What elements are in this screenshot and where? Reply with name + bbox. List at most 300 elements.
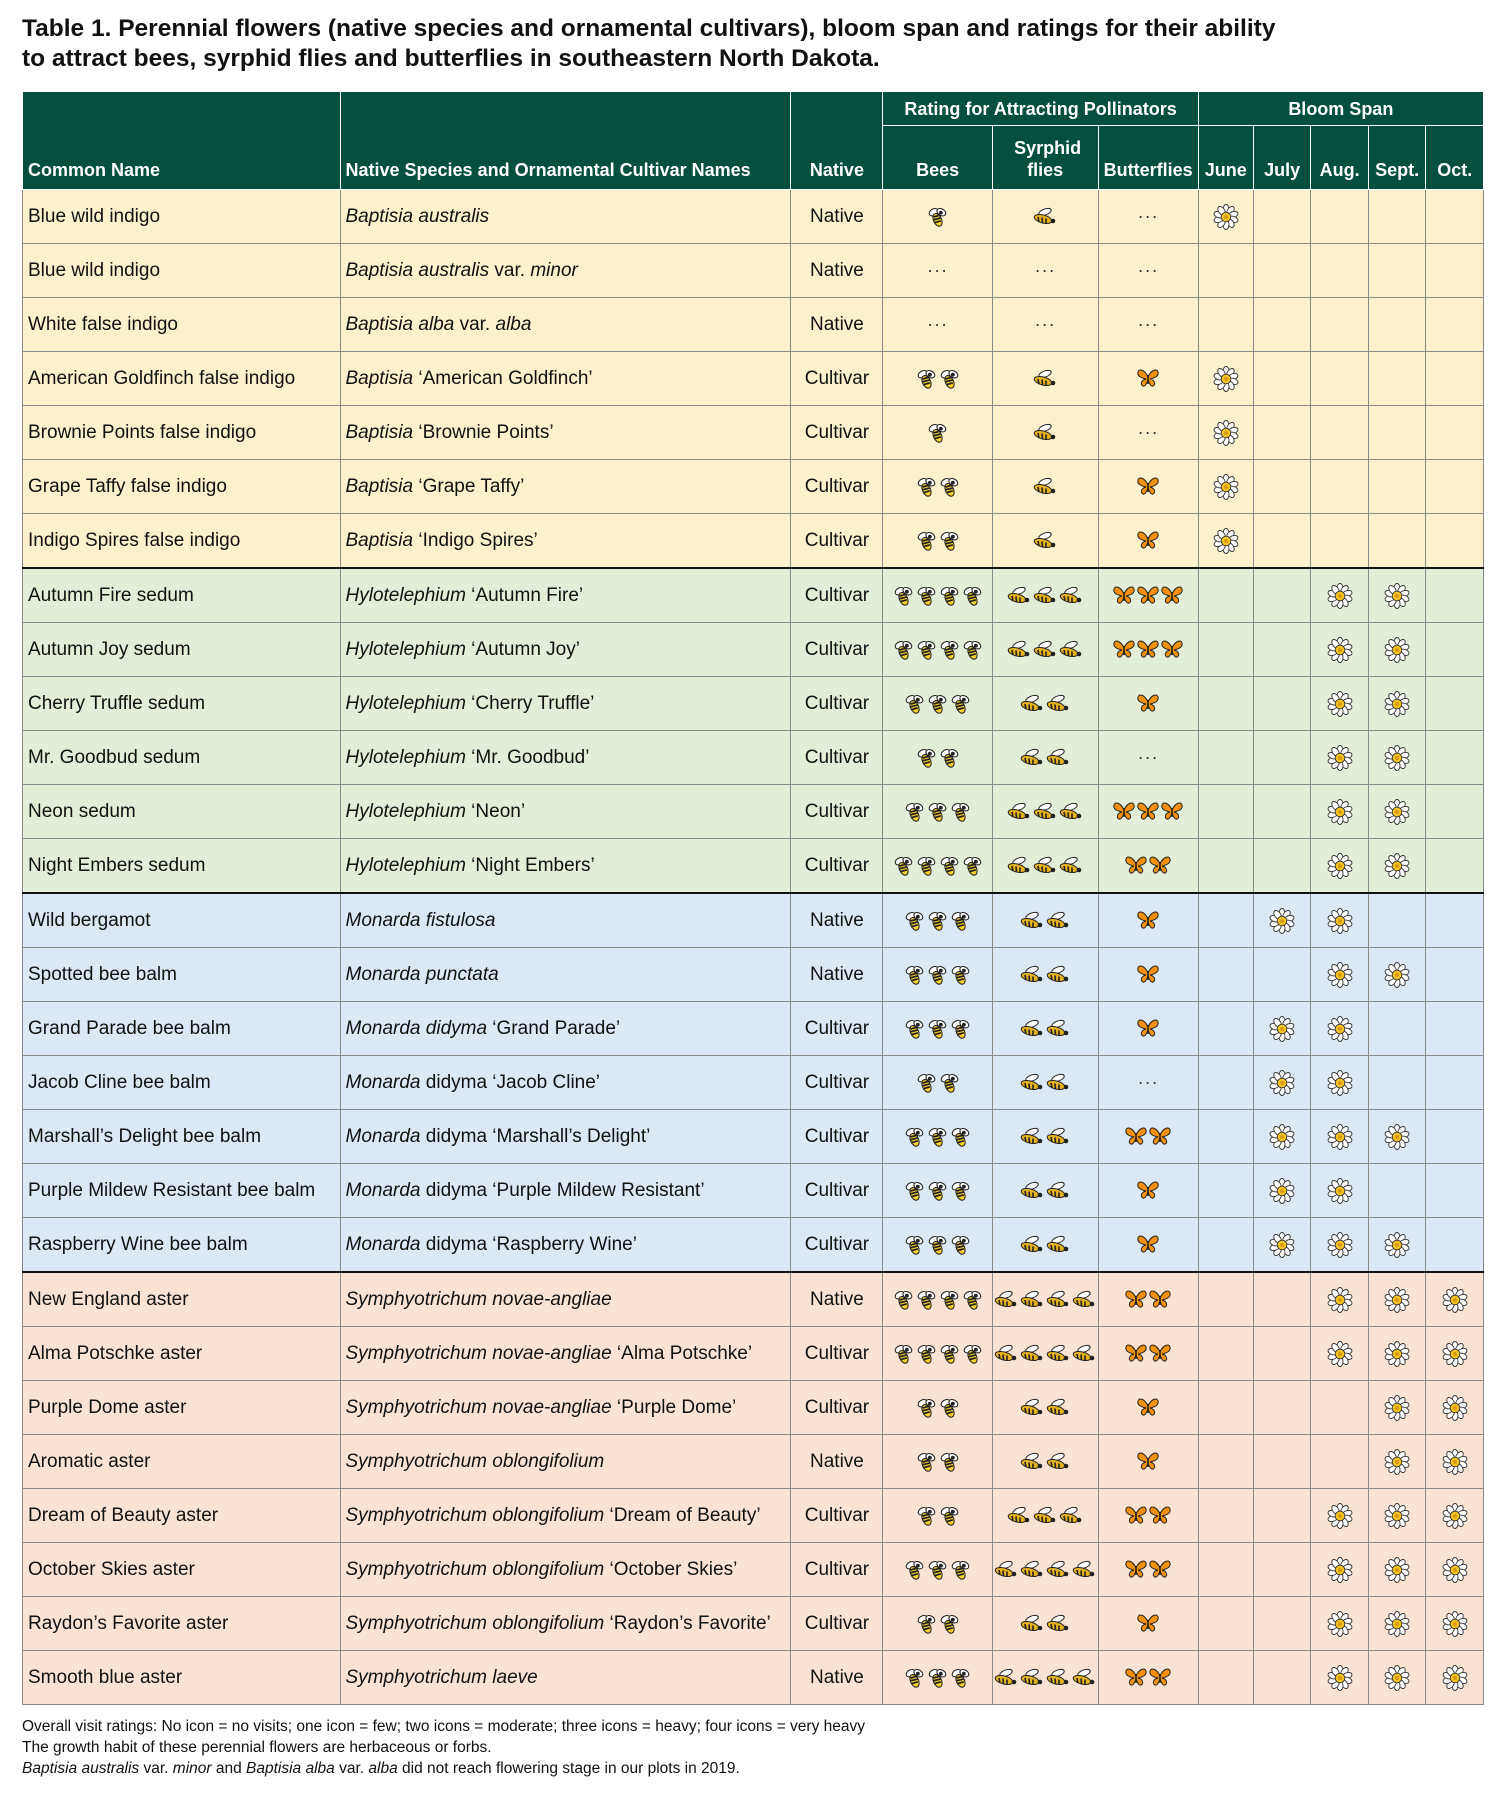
- bloom-july-cell: [1253, 785, 1311, 839]
- bee-icon: [938, 1450, 961, 1474]
- flower-icon: [1213, 204, 1239, 230]
- butterfly-icon: [1136, 964, 1160, 984]
- flower-icon: [1269, 1178, 1295, 1204]
- syrphid-fly-icon: [1019, 1072, 1045, 1092]
- bloom-oct-cell: [1426, 352, 1484, 406]
- bloom-june-cell: [1198, 1218, 1253, 1273]
- flower-icon: [1327, 1124, 1353, 1150]
- bloom-oct-cell: [1426, 1056, 1484, 1110]
- flower-icon: [1442, 1395, 1468, 1421]
- species-epithet: australis: [413, 259, 490, 281]
- butterflies-rating-cell: [1098, 1002, 1198, 1056]
- native-status-cell: Native: [791, 1651, 883, 1705]
- bee-icon: [926, 909, 949, 933]
- syrphid-flies-rating-cell: [992, 1164, 1098, 1218]
- bee-icon: [903, 692, 926, 716]
- header-bees: Bees: [883, 126, 992, 190]
- bloom-july-cell: [1253, 244, 1311, 298]
- butterflies-rating-cell: [1098, 948, 1198, 1002]
- header-month-sept: Sept.: [1368, 126, 1426, 190]
- syrphid-fly-icon: [1019, 1613, 1045, 1633]
- bees-rating-cell: [883, 1110, 992, 1164]
- butterfly-icon: [1148, 1505, 1172, 1525]
- bloom-aug-cell: [1311, 1381, 1369, 1435]
- common-name-cell: Raspberry Wine bee balm: [23, 1218, 341, 1273]
- table-row: [23, 568, 1484, 623]
- bee-icon: [915, 1612, 938, 1636]
- species-epithet: novae-angliae: [487, 1342, 612, 1364]
- bloom-sept-cell: [1368, 1435, 1426, 1489]
- cultivar-name: ‘Autumn Fire’: [465, 584, 584, 606]
- syrphid-fly-icon: [1045, 1234, 1071, 1254]
- table-row: [23, 1381, 1484, 1435]
- bloom-june-cell: [1198, 1543, 1253, 1597]
- bloom-july-cell: [1253, 839, 1311, 894]
- flower-icon: [1327, 1611, 1353, 1637]
- bloom-july-cell: [1253, 298, 1311, 352]
- header-butterflies: Butterflies: [1098, 126, 1198, 190]
- bees-rating-cell: [883, 190, 992, 244]
- syrphid-fly-icon: [1058, 585, 1084, 605]
- flower-icon: [1384, 1665, 1410, 1691]
- bee-icon: [915, 1071, 938, 1095]
- syrphid-flies-rating-cell: [992, 460, 1098, 514]
- bloom-oct-cell: [1426, 460, 1484, 514]
- flower-icon: [1213, 528, 1239, 554]
- butterflies-rating-cell: [1098, 244, 1198, 298]
- native-status-cell: Cultivar: [791, 785, 883, 839]
- bees-rating-cell: [883, 568, 992, 623]
- species-epithet: novae-angliae: [487, 1396, 612, 1418]
- note-text: and: [211, 1760, 247, 1777]
- native-status-cell: Native: [791, 948, 883, 1002]
- syrphid-fly-icon: [1032, 476, 1058, 496]
- butterflies-rating-cell: [1098, 677, 1198, 731]
- syrphid-fly-icon: [993, 1667, 1019, 1687]
- bloom-sept-cell: [1368, 1489, 1426, 1543]
- genus-name: Monarda: [345, 1233, 421, 1255]
- bee-icon: [903, 909, 926, 933]
- bee-icon: [915, 1342, 938, 1366]
- syrphid-fly-icon: [1058, 855, 1084, 875]
- flower-icon: [1269, 1124, 1295, 1150]
- species-epithet: punctata: [420, 963, 499, 985]
- species-epithet: novae-angliae: [487, 1288, 612, 1310]
- no-visits-marker: ···: [1137, 1071, 1159, 1092]
- bee-icon: [892, 1288, 915, 1312]
- bees-rating-cell: [883, 1435, 992, 1489]
- butterfly-icon: [1136, 476, 1160, 496]
- genus-name: Baptisia: [345, 529, 414, 551]
- note-ratings: Overall visit ratings: No icon = no visits; one icon = few; two icons = moderate; three icons = heavy; four icons = very heavy: [22, 1718, 866, 1735]
- bloom-aug-cell: [1311, 731, 1369, 785]
- bloom-oct-cell: [1426, 244, 1484, 298]
- native-status-cell: Cultivar: [791, 1489, 883, 1543]
- bloom-july-cell: [1253, 1218, 1311, 1273]
- syrphid-fly-icon: [993, 1343, 1019, 1363]
- butterflies-rating-cell: [1098, 1056, 1198, 1110]
- bloom-sept-cell: [1368, 514, 1426, 569]
- table-row: [23, 1489, 1484, 1543]
- butterfly-icon: [1136, 801, 1160, 821]
- butterfly-icon: [1148, 1126, 1172, 1146]
- bloom-june-cell: [1198, 244, 1253, 298]
- genus-name: Hylotelephium: [345, 800, 466, 822]
- flower-icon: [1213, 420, 1239, 446]
- syrphid-fly-icon: [1045, 1667, 1071, 1687]
- bloom-oct-cell: [1426, 514, 1484, 569]
- butterflies-rating-cell: [1098, 1218, 1198, 1273]
- genus-name: Monarda: [345, 1017, 421, 1039]
- cultivar-name: var.: [454, 313, 496, 335]
- scientific-name-cell: [340, 190, 791, 244]
- bee-icon: [938, 1396, 961, 1420]
- bloom-june-cell: [1198, 1381, 1253, 1435]
- syrphid-fly-icon: [1045, 1343, 1071, 1363]
- native-status-cell: Cultivar: [791, 1110, 883, 1164]
- syrphid-fly-icon: [1032, 530, 1058, 550]
- bloom-aug-cell: [1311, 839, 1369, 894]
- bloom-aug-cell: [1311, 406, 1369, 460]
- scientific-name-cell: [340, 1002, 791, 1056]
- syrphid-fly-icon: [1071, 1667, 1097, 1687]
- flower-icon: [1384, 583, 1410, 609]
- bloom-july-cell: [1253, 1381, 1311, 1435]
- bee-icon: [926, 1666, 949, 1690]
- bloom-aug-cell: [1311, 1056, 1369, 1110]
- bloom-aug-cell: [1311, 460, 1369, 514]
- syrphid-fly-icon: [1019, 1018, 1045, 1038]
- flower-icon: [1213, 474, 1239, 500]
- table-row: [23, 893, 1484, 948]
- bees-rating-cell: [883, 1002, 992, 1056]
- common-name-cell: Dream of Beauty aster: [23, 1489, 341, 1543]
- scientific-name-cell: [340, 893, 791, 948]
- native-status-cell: Cultivar: [791, 1056, 883, 1110]
- butterfly-icon: [1136, 1234, 1160, 1254]
- table-row: [23, 1597, 1484, 1651]
- syrphid-fly-icon: [1019, 1126, 1045, 1146]
- native-status-cell: Native: [791, 244, 883, 298]
- flower-icon: [1384, 637, 1410, 663]
- scientific-name-cell: [340, 731, 791, 785]
- table-row: [23, 948, 1484, 1002]
- bloom-july-cell: [1253, 731, 1311, 785]
- scientific-name-cell: [340, 1164, 791, 1218]
- bloom-aug-cell: [1311, 1327, 1369, 1381]
- cultivar-name: ‘Autumn Joy’: [465, 638, 580, 660]
- genus-name: Monarda: [345, 1179, 421, 1201]
- common-name-cell: Blue wild indigo: [23, 190, 341, 244]
- bees-rating-cell: [883, 623, 992, 677]
- bloom-sept-cell: [1368, 785, 1426, 839]
- note-text: var.: [334, 1760, 369, 1777]
- syrphid-fly-icon: [1019, 747, 1045, 767]
- scientific-name-cell: [340, 1651, 791, 1705]
- bloom-july-cell: [1253, 1543, 1311, 1597]
- bee-icon: [949, 1666, 972, 1690]
- bee-icon: [938, 854, 961, 878]
- bee-icon: [915, 367, 938, 391]
- genus-name: Symphyotrichum: [345, 1396, 487, 1418]
- cultivar-name: didyma ‘Marshall’s Delight’: [420, 1125, 651, 1147]
- bee-icon: [926, 1179, 949, 1203]
- native-status-cell: Cultivar: [791, 623, 883, 677]
- bloom-sept-cell: [1368, 623, 1426, 677]
- genus-name: Hylotelephium: [345, 746, 466, 768]
- no-visits-marker: ···: [1137, 259, 1159, 280]
- syrphid-flies-rating-cell: [992, 1056, 1098, 1110]
- table-row: [23, 1164, 1484, 1218]
- bloom-july-cell: [1253, 1651, 1311, 1705]
- genus-name: Symphyotrichum: [345, 1666, 487, 1688]
- bloom-aug-cell: [1311, 1651, 1369, 1705]
- species-epithet: alba: [413, 313, 455, 335]
- bloom-july-cell: [1253, 190, 1311, 244]
- bloom-july-cell: [1253, 623, 1311, 677]
- cultivar-name: ‘Grand Parade’: [487, 1017, 621, 1039]
- scientific-name-cell: [340, 839, 791, 894]
- bloom-july-cell: [1253, 352, 1311, 406]
- butterflies-rating-cell: [1098, 514, 1198, 569]
- bee-icon: [915, 1396, 938, 1420]
- flower-icon: [1442, 1341, 1468, 1367]
- bloom-june-cell: [1198, 785, 1253, 839]
- bee-icon: [961, 1288, 984, 1312]
- bees-rating-cell: [883, 1272, 992, 1327]
- native-status-cell: Cultivar: [791, 1164, 883, 1218]
- bloom-july-cell: [1253, 1489, 1311, 1543]
- syrphid-fly-icon: [1058, 639, 1084, 659]
- native-status-cell: Native: [791, 190, 883, 244]
- flower-icon: [1384, 1611, 1410, 1637]
- butterflies-rating-cell: [1098, 623, 1198, 677]
- flower-icon: [1327, 1016, 1353, 1042]
- no-visits-marker: ···: [927, 313, 949, 334]
- genus-name: Baptisia: [345, 367, 414, 389]
- bloom-oct-cell: [1426, 1218, 1484, 1273]
- syrphid-fly-icon: [1058, 801, 1084, 821]
- butterfly-icon: [1148, 1559, 1172, 1579]
- bloom-june-cell: [1198, 839, 1253, 894]
- bloom-sept-cell: [1368, 1651, 1426, 1705]
- syrphid-fly-icon: [1045, 1451, 1071, 1471]
- syrphid-fly-icon: [1045, 1018, 1071, 1038]
- flower-icon: [1384, 853, 1410, 879]
- note-growth-habit: The growth habit of these perennial flowers are herbaceous or forbs.: [22, 1739, 492, 1756]
- table-row: [23, 1002, 1484, 1056]
- butterfly-icon: [1136, 1180, 1160, 1200]
- butterflies-rating-cell: [1098, 893, 1198, 948]
- bloom-aug-cell: [1311, 352, 1369, 406]
- scientific-name-cell: [340, 948, 791, 1002]
- common-name-cell: Autumn Fire sedum: [23, 568, 341, 623]
- butterfly-icon: [1136, 1613, 1160, 1633]
- butterfly-icon: [1112, 801, 1136, 821]
- native-status-cell: Native: [791, 1435, 883, 1489]
- header-month-oct: Oct.: [1426, 126, 1484, 190]
- bee-icon: [961, 638, 984, 662]
- bloom-june-cell: [1198, 677, 1253, 731]
- butterfly-icon: [1160, 639, 1184, 659]
- bee-icon: [938, 1342, 961, 1366]
- bloom-oct-cell: [1426, 1435, 1484, 1489]
- syrphid-fly-icon: [1045, 1559, 1071, 1579]
- note-text: minor: [172, 1760, 212, 1777]
- bloom-sept-cell: [1368, 677, 1426, 731]
- cultivar-name: ‘Brownie Points’: [413, 421, 554, 443]
- syrphid-fly-icon: [1019, 964, 1045, 984]
- genus-name: Hylotelephium: [345, 854, 466, 876]
- bloom-july-cell: [1253, 893, 1311, 948]
- bloom-aug-cell: [1311, 1543, 1369, 1597]
- genus-name: Hylotelephium: [345, 584, 466, 606]
- flower-icon: [1384, 1557, 1410, 1583]
- bloom-oct-cell: [1426, 839, 1484, 894]
- genus-name: Symphyotrichum: [345, 1342, 487, 1364]
- bees-rating-cell: [883, 406, 992, 460]
- syrphid-flies-rating-cell: [992, 839, 1098, 894]
- syrphid-fly-icon: [993, 1289, 1019, 1309]
- flower-icon: [1442, 1449, 1468, 1475]
- bloom-june-cell: [1198, 1597, 1253, 1651]
- syrphid-flies-rating-cell: [992, 1327, 1098, 1381]
- bees-rating-cell: [883, 1327, 992, 1381]
- no-visits-marker: ···: [1137, 421, 1159, 442]
- native-status-cell: Cultivar: [791, 460, 883, 514]
- butterflies-rating-cell: [1098, 298, 1198, 352]
- syrphid-fly-icon: [1045, 693, 1071, 713]
- scientific-name-cell: [340, 1056, 791, 1110]
- bloom-oct-cell: [1426, 623, 1484, 677]
- no-visits-marker: ···: [1137, 205, 1159, 226]
- flower-icon: [1442, 1287, 1468, 1313]
- flower-icon: [1327, 853, 1353, 879]
- species-epithet: oblongifolium: [487, 1612, 605, 1634]
- bloom-aug-cell: [1311, 190, 1369, 244]
- bees-rating-cell: [883, 1381, 992, 1435]
- bloom-oct-cell: [1426, 190, 1484, 244]
- bee-icon: [949, 1179, 972, 1203]
- bee-icon: [949, 1017, 972, 1041]
- syrphid-flies-rating-cell: [992, 1272, 1098, 1327]
- butterflies-rating-cell: [1098, 1164, 1198, 1218]
- bee-icon: [949, 909, 972, 933]
- scientific-name-cell: [340, 1327, 791, 1381]
- bee-icon: [938, 746, 961, 770]
- cultivar-name: didyma ‘Purple Mildew Resistant’: [420, 1179, 705, 1201]
- native-status-cell: Native: [791, 298, 883, 352]
- bloom-july-cell: [1253, 1435, 1311, 1489]
- butterfly-icon: [1124, 1559, 1148, 1579]
- scientific-name-cell: [340, 298, 791, 352]
- genus-name: Symphyotrichum: [345, 1612, 487, 1634]
- native-status-cell: Cultivar: [791, 1597, 883, 1651]
- table-title: [22, 14, 1482, 74]
- native-status-cell: Cultivar: [791, 1543, 883, 1597]
- genus-name: Hylotelephium: [345, 638, 466, 660]
- cultivar-name: ‘Grape Taffy’: [413, 475, 525, 497]
- common-name-cell: Jacob Cline bee balm: [23, 1056, 341, 1110]
- bloom-sept-cell: [1368, 1218, 1426, 1273]
- flower-icon: [1327, 1557, 1353, 1583]
- bloom-sept-cell: [1368, 406, 1426, 460]
- bloom-aug-cell: [1311, 244, 1369, 298]
- syrphid-fly-icon: [1071, 1289, 1097, 1309]
- syrphid-fly-icon: [1045, 747, 1071, 767]
- syrphid-fly-icon: [1006, 585, 1032, 605]
- flower-icon: [1327, 1665, 1353, 1691]
- butterfly-icon: [1136, 639, 1160, 659]
- header-month-july: July: [1253, 126, 1311, 190]
- butterfly-icon: [1124, 1289, 1148, 1309]
- bee-icon: [949, 1125, 972, 1149]
- bloom-oct-cell: [1426, 677, 1484, 731]
- header-month-june: June: [1198, 126, 1253, 190]
- bee-icon: [938, 1288, 961, 1312]
- syrphid-flies-rating-cell: [992, 1489, 1098, 1543]
- common-name-cell: Brownie Points false indigo: [23, 406, 341, 460]
- bloom-july-cell: [1253, 406, 1311, 460]
- syrphid-fly-icon: [1019, 1451, 1045, 1471]
- variety-name: minor: [530, 259, 578, 281]
- genus-name: Symphyotrichum: [345, 1450, 487, 1472]
- bees-rating-cell: [883, 1489, 992, 1543]
- syrphid-flies-rating-cell: [992, 1381, 1098, 1435]
- bloom-sept-cell: [1368, 1110, 1426, 1164]
- bloom-aug-cell: [1311, 514, 1369, 569]
- note-text: did not reach flowering stage in our plots in 2019.: [397, 1760, 740, 1777]
- bees-rating-cell: [883, 298, 992, 352]
- bee-icon: [903, 1558, 926, 1582]
- flower-icon: [1327, 691, 1353, 717]
- genus-name: Baptisia: [345, 421, 414, 443]
- syrphid-flies-rating-cell: [992, 1435, 1098, 1489]
- bloom-june-cell: [1198, 1164, 1253, 1218]
- syrphid-flies-rating-cell: [992, 1543, 1098, 1597]
- bloom-sept-cell: [1368, 1002, 1426, 1056]
- table-row: [23, 785, 1484, 839]
- species-epithet: laeve: [487, 1666, 538, 1688]
- common-name-cell: Smooth blue aster: [23, 1651, 341, 1705]
- native-status-cell: Cultivar: [791, 1002, 883, 1056]
- flower-icon: [1269, 1232, 1295, 1258]
- table-row: [23, 352, 1484, 406]
- bloom-sept-cell: [1368, 731, 1426, 785]
- bloom-oct-cell: [1426, 948, 1484, 1002]
- syrphid-fly-icon: [1045, 910, 1071, 930]
- syrphid-fly-icon: [1032, 801, 1058, 821]
- native-status-cell: Cultivar: [791, 352, 883, 406]
- note-text: var.: [139, 1760, 173, 1777]
- syrphid-fly-icon: [1071, 1343, 1097, 1363]
- table-row: [23, 1327, 1484, 1381]
- butterflies-rating-cell: [1098, 785, 1198, 839]
- pollinator-table: [22, 91, 1484, 1705]
- genus-name: Symphyotrichum: [345, 1288, 487, 1310]
- bloom-sept-cell: [1368, 352, 1426, 406]
- bloom-july-cell: [1253, 1327, 1311, 1381]
- syrphid-flies-rating-cell: [992, 1110, 1098, 1164]
- common-name-cell: Marshall’s Delight bee balm: [23, 1110, 341, 1164]
- syrphid-fly-icon: [1019, 1397, 1045, 1417]
- bloom-oct-cell: [1426, 1110, 1484, 1164]
- bloom-sept-cell: [1368, 190, 1426, 244]
- table-row: [23, 731, 1484, 785]
- butterfly-icon: [1112, 639, 1136, 659]
- table-row: [23, 1435, 1484, 1489]
- common-name-cell: Spotted bee balm: [23, 948, 341, 1002]
